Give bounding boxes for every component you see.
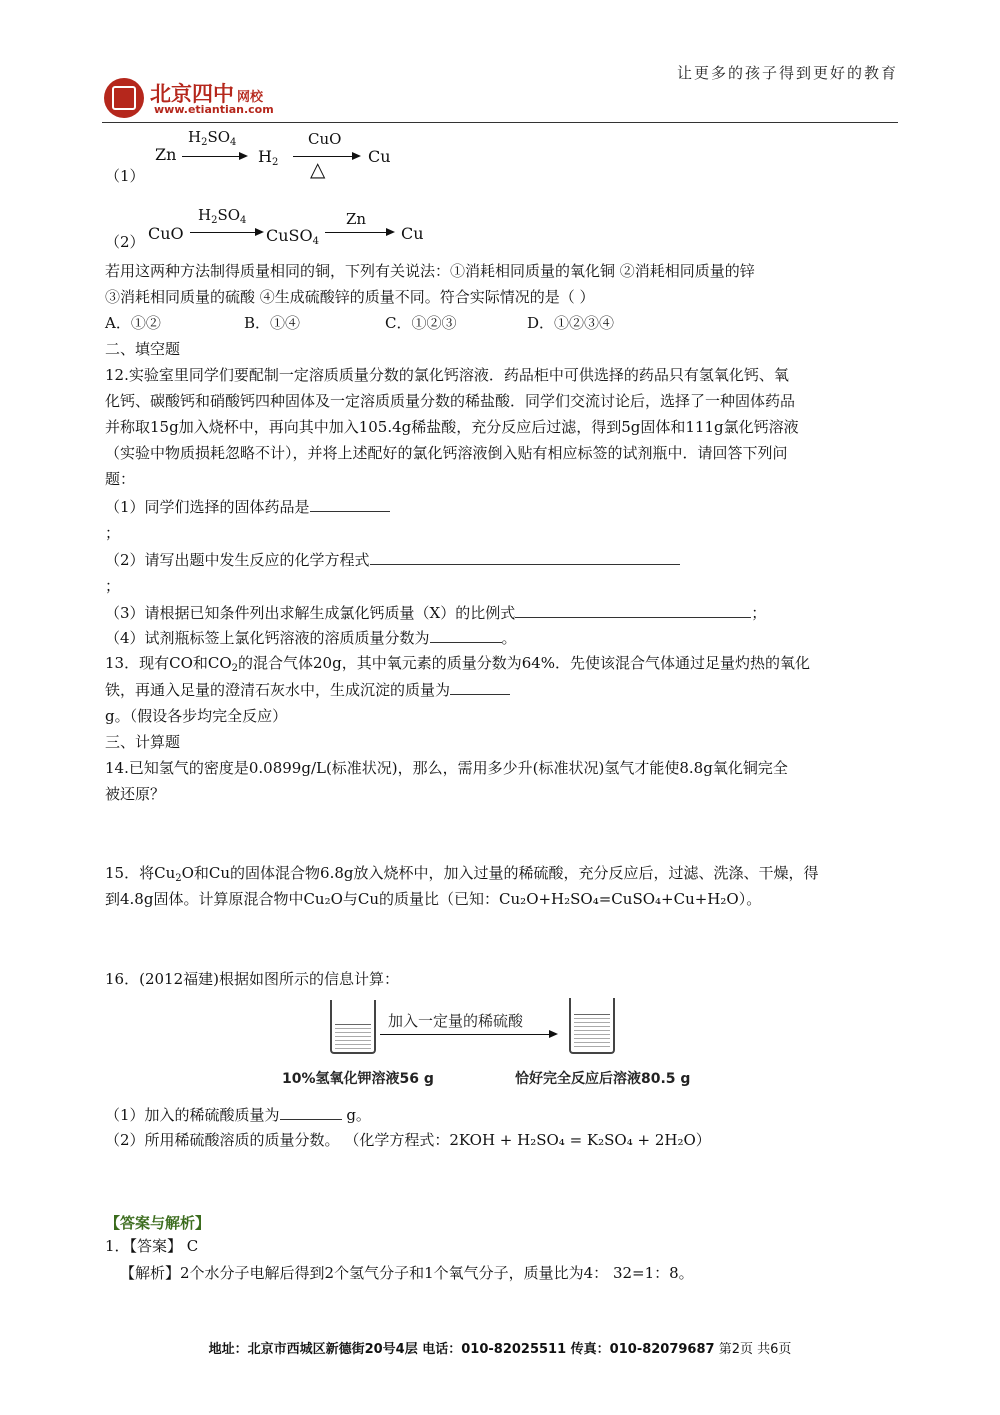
r1-arrow1 (182, 156, 246, 157)
diagram-arrow-text: 加入一定量的稀硫酸 (388, 1012, 524, 1030)
q12-blank3[interactable] (515, 603, 751, 618)
q12-line3: 并称取15g加入烧杯中，再向其中加入105.4g稀盐酸，充分反应后过滤，得到5g固体和111g氯化钙溶液 (105, 418, 799, 436)
q12-line2: 化钙、碳酸钙和硝酸钙四种固体及一定溶质质量分数的稀盐酸．同学们交流讨论后，选择了一种固体药品 (105, 392, 796, 410)
r1-condition: △ (310, 157, 326, 181)
q16-sub2: （2）所用稀硫酸溶质的质量分数。 （化学方程式：2KOH + H₂SO₄ = K₂SO₄ + 2H₂O） (105, 1131, 711, 1149)
logo-emblem-inner (112, 86, 136, 110)
q11-option-b: B．①④ (244, 314, 301, 332)
header-divider (102, 122, 898, 123)
q13-line1: 13．现有CO和$CO_2$的混合气体20g，其中氧元素的质量分数为64%．先使该混合气体通过足量灼热的氧化 (105, 654, 811, 674)
q11-option-c: C．①②③ (385, 314, 457, 332)
r2-label: （2） (105, 233, 145, 251)
r2-reagent2: Zn (346, 210, 367, 228)
q12-line1: 12.实验室里同学们要配制一定溶质质量分数的氯化钙溶液．药品柜中可供选择的药品只有氢氧化钙、氧 (105, 366, 789, 384)
header-slogan: 让更多的孩子得到更好的教育 (676, 64, 898, 82)
q16-sub1: （1）加入的稀硫酸质量为 g。 (105, 1106, 371, 1124)
section-calculation: 三、计算题 (105, 733, 181, 751)
diagram-arrow (380, 1034, 556, 1035)
diagram-right-label: 恰好完全反应后溶液80.5 g (515, 1071, 691, 1087)
footer-page: 第2页 共6页 (718, 1342, 792, 1357)
answer-1-explain: 【解析】2个水分子电解后得到2个氢气分子和1个氧气分子，质量比为4： 32=1：8。 (120, 1264, 694, 1282)
q15-line1: 15．将$Cu_2O$和Cu的固体混合物6.8g放入烧杯中，加入过量的稀硫酸，充分反应后，过滤、洗涤、干燥，得 (105, 864, 819, 884)
q13-line3: g。（假设各步均完全反应） (105, 707, 288, 725)
r1-end: Cu (368, 147, 391, 166)
r2-end: Cu (401, 224, 424, 243)
q12-sub4: （4）试剂瓶标签上氯化钙溶液的溶质质量分数为 。 (105, 629, 517, 647)
q12-sub2: （2）请写出题中发生反应的化学方程式 (105, 550, 680, 569)
r2-arrow1 (190, 232, 262, 233)
q13-blank[interactable] (450, 680, 510, 695)
q14-line1: 14.已知氢气的密度是0.0899g/L(标准状况)，那么，需用多少升(标准状况)氢气才能使8.8g氧化铜完全 (105, 759, 788, 777)
logo-url: www.etiantian.com (154, 103, 274, 116)
q12-blank4[interactable] (430, 628, 502, 643)
q16-line1: 16．(2012福建)根据如图所示的信息计算： (105, 970, 399, 988)
q16-blank[interactable] (280, 1105, 342, 1120)
beaker-left (330, 1000, 376, 1054)
r1-arrow2 (293, 156, 359, 157)
q12-blank2[interactable] (370, 550, 680, 565)
footer (0, 1338, 1000, 1357)
q12-line4: （实验中物质损耗忽略不计），并将上述配好的氯化钙溶液倒入贴有相应标签的试剂瓶中．请回答下列问 (105, 444, 788, 462)
footer-address: 地址：北京市西城区新德街20号4层 电话：010-82025511 传真：010-82079687 (208, 1342, 715, 1357)
diagram-left-label: 10%氢氧化钾溶液56 g (282, 1071, 434, 1087)
q11-option-d: D．①②③④ (527, 314, 615, 332)
answer-1: 1．【答案】 C (105, 1237, 199, 1255)
q11-line2: ③消耗相同质量的硫酸 ④生成硫酸锌的质量不同。符合实际情况的是（ ） (105, 288, 595, 306)
q12-blank1[interactable] (310, 497, 390, 512)
beaker-right (569, 998, 615, 1054)
r1-label: （1） (105, 167, 145, 185)
r2-arrow2 (325, 232, 393, 233)
q11-option-a: A．①② (105, 314, 161, 332)
q11-line1: 若用这两种方法制得质量相同的铜，下列有关说法：①消耗相同质量的氧化铜 ②消耗相同质量的锌 (105, 262, 755, 280)
q15-line2: 到4.8g固体。计算原混合物中Cu₂O与Cu的质量比（已知：Cu₂O+H₂SO₄=CuSO₄+Cu+H₂O）。 (105, 890, 762, 908)
r2-reagent1: $H_2SO_4$ (198, 206, 247, 226)
q12-sub1: （1）同学们选择的固体药品是 (105, 497, 390, 516)
q13-line2: 铁，再通入足量的澄清石灰水中，生成沉淀的质量为 (105, 680, 510, 699)
r1-start: Zn (155, 145, 177, 164)
q12-line5: 题： (105, 470, 136, 488)
r1-reagent1: $H_2SO_4$ (188, 128, 237, 148)
r2-mid: CuSO$_4$ (266, 226, 319, 247)
answers-heading: 【答案与解析】 (105, 1214, 211, 1232)
q14-line2: 被还原？ (105, 785, 166, 803)
q12-semicolon1: ； (105, 524, 121, 542)
section-fill-blank: 二、填空题 (105, 340, 181, 358)
r2-start: CuO (148, 224, 184, 243)
r1-reagent2: CuO (308, 130, 342, 148)
logo-name: 北京四中 网校 (150, 81, 264, 106)
r1-mid: $H_2$ (258, 147, 279, 168)
q12-semicolon2: ； (105, 577, 121, 595)
logo-sub: 网校 (237, 90, 264, 105)
q12-sub3: （3）请根据已知条件列出求解生成氯化钙质量（X）的比例式 ； (105, 604, 767, 622)
